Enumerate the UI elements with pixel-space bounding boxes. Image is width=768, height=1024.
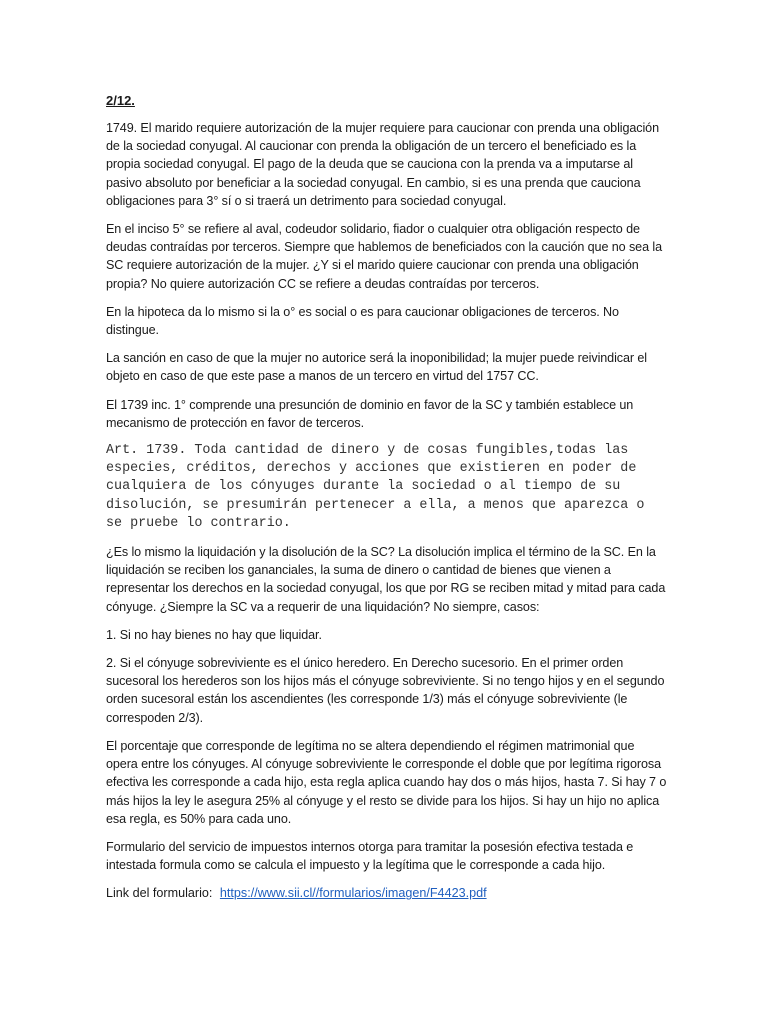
page-heading: 2/12. — [106, 93, 135, 108]
paragraph-sancion: La sanción en caso de que la mujer no autorice será la inoponibilidad; la mujer puede reivindicar el objeto en caso de que este pase a manos de un tercero en virtud del 1757 CC. — [106, 351, 647, 384]
form-link-row — [106, 884, 668, 902]
article-1739-quote: Art. 1739. Toda cantidad de dinero y de cosas fungibles,todas las especies, créditos, derechos y acciones que existieren en poder de cualquiera de los cónyuges durante la sociedad o al tiempo de su disolución, se presumirán pertenecer a ella, a menos que aparezca o se pruebe lo contrario. — [106, 443, 653, 531]
paragraph-1739: El 1739 inc. 1° comprende una presunción de dominio en favor de la SC y también establece un mecanismo de protección en favor de terceros. — [106, 397, 634, 430]
paragraph-porcentaje: El porcentaje que corresponde de legítima no se altera dependiendo el régimen matrimonial que opera entre los cónyuges. Al cónyuge sobreviviente le corresponde el doble que por legítima rigorosa efectiva les corresponde a cada hijo, esta regla aplica cuando hay dos o más hijos, hasta 7. Si hay 7 o más hijos la ley le asegura 25% al cónyuge y el resto se divide para los hijos. Si hay un hijo no aplica esa regla, es 50% para cada uno. — [106, 738, 667, 826]
list-item-2: 2. Si el cónyuge sobreviviente es el único heredero. En Derecho sucesorio. En el primer orden sucesoral los herederos son los hijos más el cónyuge sobreviviente. Si no tengo hijos y en el segundo orden sucesoral están los ascendientes (les corresponde 1/3) más el cónyuge sobreviviente (le correspoden 2/3). — [106, 656, 665, 725]
paragraph-hipoteca: En la hipoteca da lo mismo si la o° es social o es para caucionar obligaciones de terceros. No distingue. — [106, 304, 619, 338]
form-link[interactable]: https://www.sii.cl//formularios/imagen/F4423.pdf — [219, 886, 487, 901]
paragraph-inciso-5: En el inciso 5° se refiere al aval, codeudor solidario, fiador o cualquier otra obligación respecto de deudas contraídas por terceros. Siempre que hablemos de beneficiados con la caución que no sea la SC requiere autorización de la mujer. ¿Y si el marido quiere caucionar con prenda una obligación propia? No quiere autorización CC se refiere a deudas contraídas por terceros. — [106, 222, 662, 291]
list-item-1: 1. Si no hay bienes no hay que liquidar. — [106, 627, 322, 642]
paragraph-1749: 1749. El marido requiere autorización de la mujer requiere para caucionar con prenda una obligación de la sociedad conyugal. Al caucionar con prenda la obligación de un tercero el beneficiado es la propia sociedad conyugal. El pago de la deuda que se cauciona con la prenda va a imputarse al pasivo absoluto por beneficiar a la sociedad conyugal. En cambio, si es una prenda que cauciona obligaciones para 3° sí o si traerá un detrimento para sociedad conyugal. — [106, 121, 659, 208]
form-link-label: Link del formulario: — [106, 886, 213, 901]
paragraph-liquidacion: ¿Es lo mismo la liquidación y la disolución de la SC? La disolución implica el término de la SC. En la liquidación se reciben los gananciales, la suma de dinero o cantidad de bienes que vienen a representar los derechos en la sociedad conyugal, los que por RG se reciben mitad y mitad para cada cónyuge. ¿Siempre la SC va a requerir de una liquidación? No siempre, casos: — [106, 545, 666, 614]
paragraph-formulario: Formulario del servicio de impuestos internos otorga para tramitar la posesión efectiva testada e intestada formula como se calcula el impuesto y la legítima que le corresponde a cada hijo. — [106, 839, 634, 873]
